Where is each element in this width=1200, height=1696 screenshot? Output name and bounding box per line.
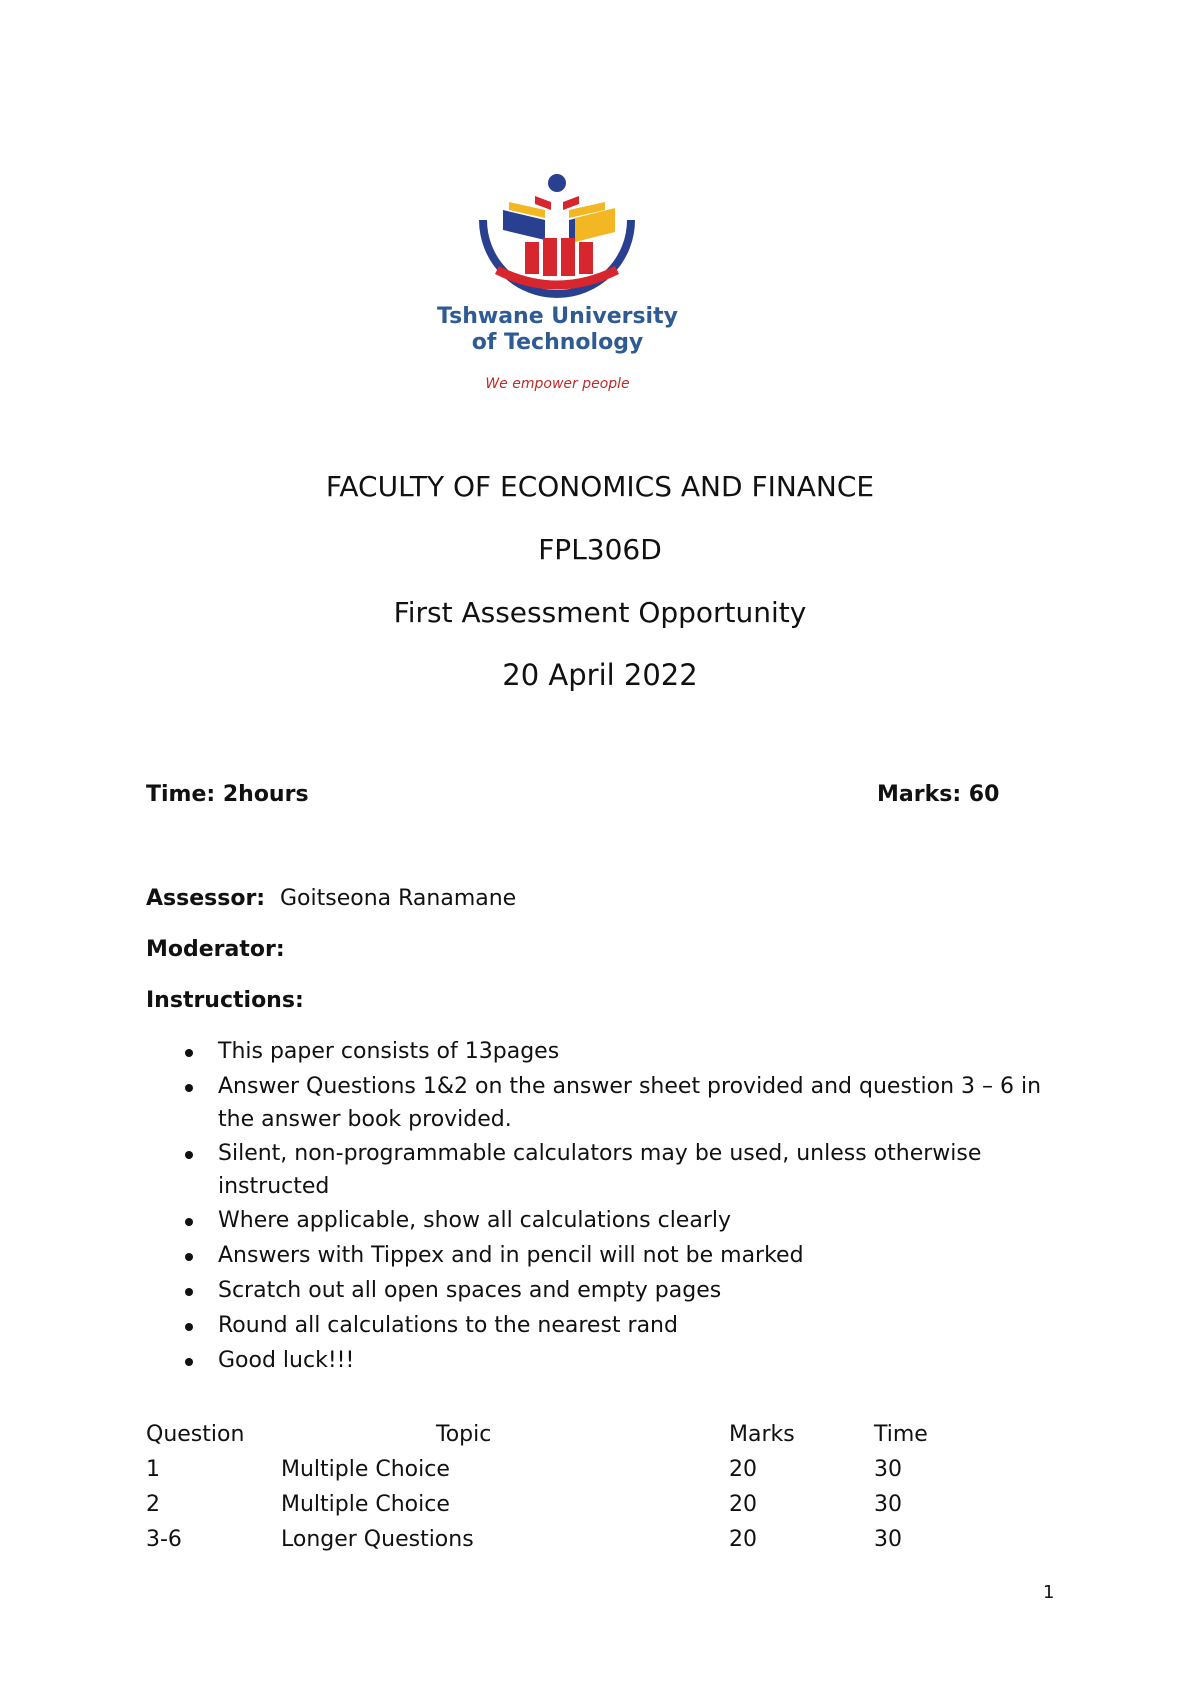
- table-header-row: [146, 1417, 976, 1452]
- bullet-icon: [185, 1288, 193, 1296]
- list-item: Answers with Tippex and in pencil will not be marked: [146, 1239, 1046, 1273]
- university-logo: [385, 150, 730, 435]
- header-time: Time: [874, 1422, 928, 1447]
- bullet-icon: [185, 1358, 193, 1366]
- header-marks: Marks: [729, 1422, 795, 1447]
- logo-university-name: Tshwane University: [437, 304, 678, 329]
- assessor-label: Assessor:: [146, 886, 266, 911]
- cell-question: 3-6: [146, 1527, 182, 1552]
- header-question: Question: [146, 1422, 245, 1447]
- cell-marks: 20: [729, 1457, 757, 1482]
- header-topic: Topic: [436, 1422, 492, 1447]
- course-code: FPL306D: [538, 533, 662, 566]
- cell-time: 30: [874, 1527, 902, 1552]
- cell-time: 30: [874, 1457, 902, 1482]
- bullet-icon: [185, 1253, 193, 1261]
- list-item: Silent, non-programmable calculators may be used, unless otherwise instructed: [146, 1137, 1046, 1203]
- assessment-date: 20 April 2022: [502, 658, 698, 692]
- instructions-label: Instructions:: [146, 988, 304, 1013]
- university-emblem-icon: [385, 150, 730, 300]
- cell-time: 30: [874, 1492, 902, 1517]
- table-row: [146, 1452, 976, 1487]
- assessor-name: Goitseona Ranamane: [280, 886, 517, 911]
- assessment-title: First Assessment Opportunity: [393, 596, 807, 629]
- table-row: [146, 1487, 976, 1522]
- bullet-icon: [185, 1049, 193, 1057]
- bullet-icon: [185, 1151, 193, 1159]
- list-item: Answer Questions 1&2 on the answer sheet provided and question 3 – 6 in the answer book provided.: [146, 1070, 1046, 1136]
- list-item: This paper consists of 13pages: [146, 1035, 1046, 1069]
- table-row: [146, 1522, 976, 1557]
- list-item: Round all calculations to the nearest rand: [146, 1309, 1046, 1343]
- cell-question: 2: [146, 1492, 160, 1517]
- cell-marks: 20: [729, 1492, 757, 1517]
- moderator-label: Moderator:: [146, 937, 285, 962]
- page-number: 1: [1043, 1582, 1055, 1603]
- cell-topic: Longer Questions: [281, 1527, 474, 1552]
- cell-topic: Multiple Choice: [281, 1492, 450, 1517]
- logo-university-name-2: of Technology: [471, 330, 644, 355]
- question-table: [146, 1417, 976, 1557]
- bullet-icon: [185, 1323, 193, 1331]
- logo-tagline: We empower people: [485, 376, 630, 392]
- instructions-list: [146, 1035, 1046, 1379]
- time-allowed: Time: 2hours: [146, 782, 309, 807]
- bullet-icon: [185, 1218, 193, 1226]
- list-item: Scratch out all open spaces and empty pages: [146, 1274, 1046, 1308]
- total-marks: Marks: 60: [877, 782, 1000, 807]
- list-item: Where applicable, show all calculations clearly: [146, 1204, 1046, 1238]
- cell-topic: Multiple Choice: [281, 1457, 450, 1482]
- faculty-title: FACULTY OF ECONOMICS AND FINANCE: [325, 470, 875, 503]
- bullet-icon: [185, 1084, 193, 1092]
- cell-marks: 20: [729, 1527, 757, 1552]
- list-item: Good luck!!!: [146, 1344, 1046, 1378]
- cell-question: 1: [146, 1457, 160, 1482]
